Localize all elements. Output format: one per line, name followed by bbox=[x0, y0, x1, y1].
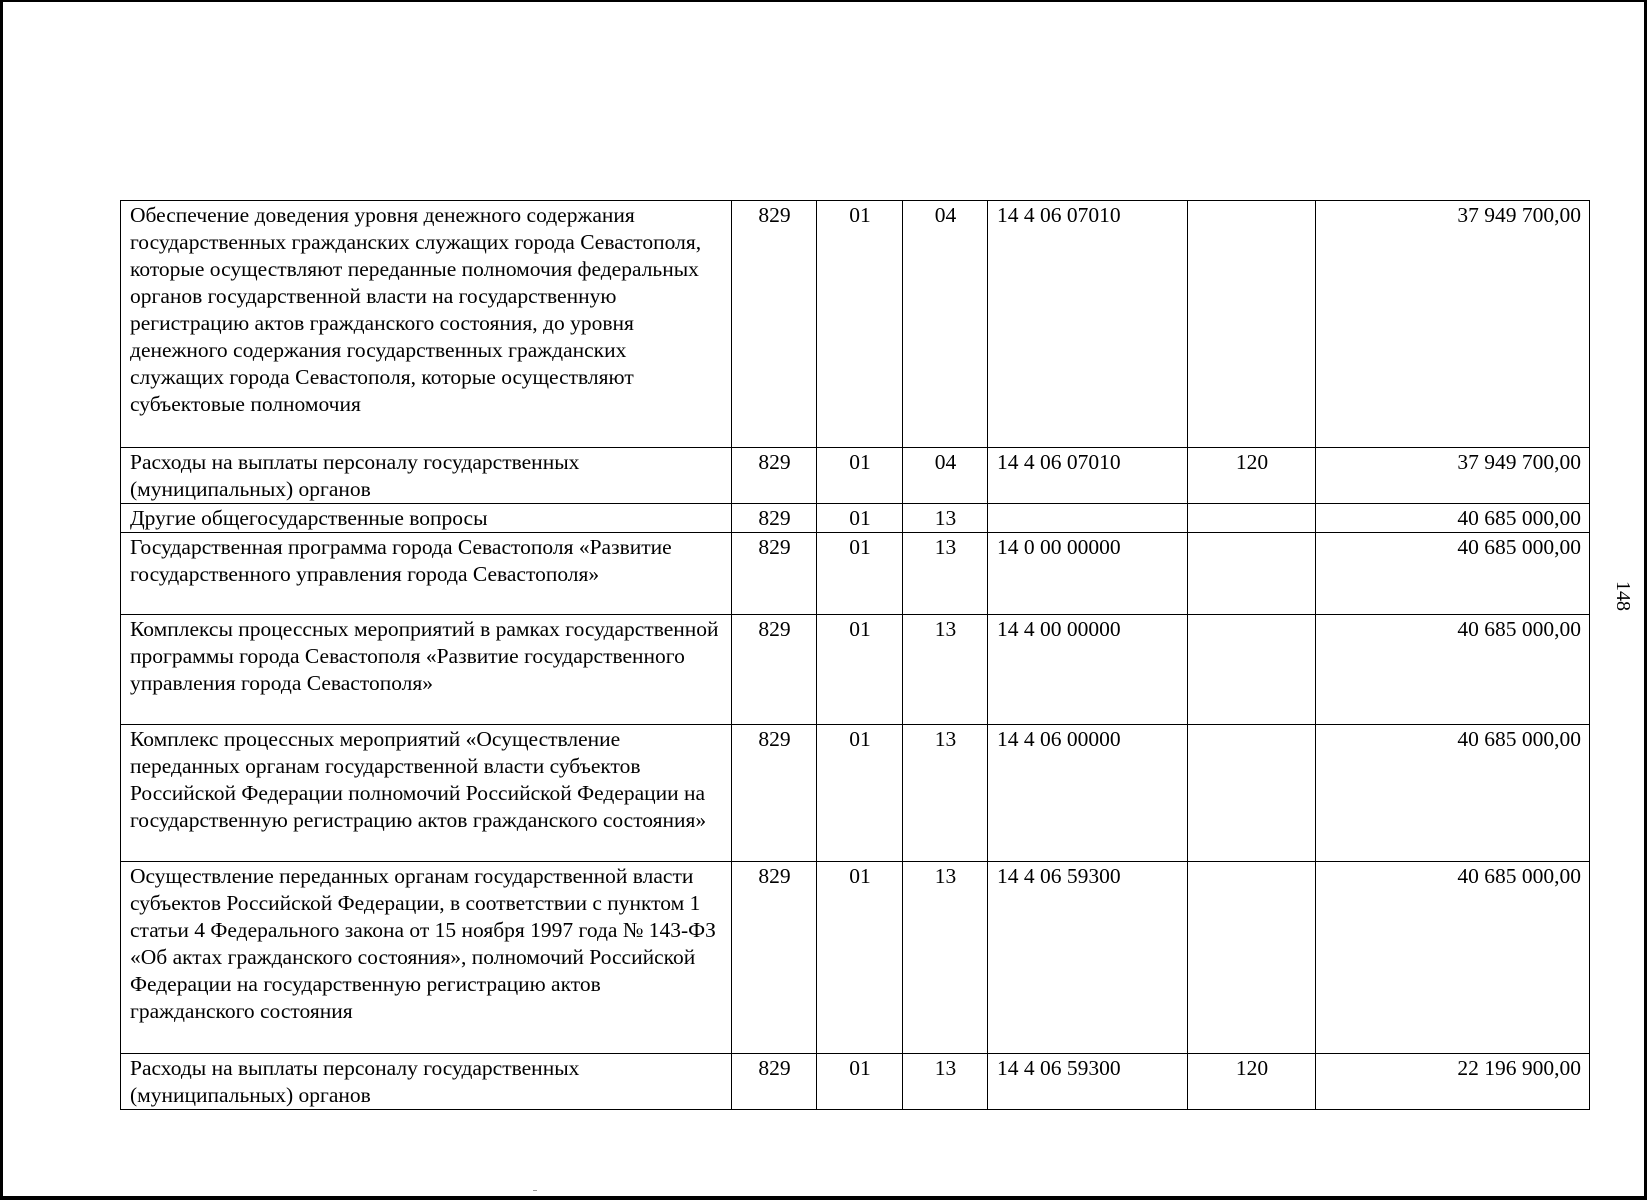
row-gr: 829 bbox=[732, 862, 817, 1054]
page-number: 148 bbox=[1612, 581, 1634, 611]
row-pr: 13 bbox=[903, 615, 988, 725]
row-csr: 14 4 06 07010 bbox=[988, 448, 1188, 504]
row-vr bbox=[1188, 201, 1316, 448]
row-gr: 829 bbox=[732, 1054, 817, 1110]
row-vr bbox=[1188, 504, 1316, 533]
table-row bbox=[121, 862, 1590, 1054]
row-vr bbox=[1188, 533, 1316, 615]
row-gr: 829 bbox=[732, 448, 817, 504]
row-csr: 14 4 06 59300 bbox=[988, 1054, 1188, 1110]
row-sum: 37 949 700,00 bbox=[1316, 201, 1590, 448]
row-rz: 01 bbox=[817, 615, 903, 725]
budget-table bbox=[120, 200, 1590, 1110]
table-row bbox=[121, 201, 1590, 448]
row-gr: 829 bbox=[732, 725, 817, 862]
row-name: Осуществление переданных органам государственной власти субъектов Российской Федерации, в соответствии с пунктом 1 статьи 4 Федерального закона от 15 ноября 1997 года № 143-ФЗ «Об актах гражданского состояния», полномочий Российской Федерации на государственную регистрацию актов гражданского состояния bbox=[121, 862, 732, 1054]
row-rz: 01 bbox=[817, 533, 903, 615]
row-sum: 40 685 000,00 bbox=[1316, 725, 1590, 862]
row-gr: 829 bbox=[732, 504, 817, 533]
row-rz: 01 bbox=[817, 201, 903, 448]
row-gr: 829 bbox=[732, 615, 817, 725]
row-rz: 01 bbox=[817, 725, 903, 862]
row-sum: 37 949 700,00 bbox=[1316, 448, 1590, 504]
row-name: Комплексы процессных мероприятий в рамках государственной программы города Севастополя «Развитие государственного управления города Севастополя» bbox=[121, 615, 732, 725]
row-rz: 01 bbox=[817, 1054, 903, 1110]
row-sum: 40 685 000,00 bbox=[1316, 862, 1590, 1054]
row-pr: 13 bbox=[903, 725, 988, 862]
row-csr: 14 4 00 00000 bbox=[988, 615, 1188, 725]
row-name: Обеспечение доведения уровня денежного содержания государственных гражданских служащих города Севастополя, которые осуществляют переданные полномочия федеральных органов государственной власти на государственную регистрацию актов гражданского состояния, до уровня денежного содержания государственных гражданских служащих города Севастополя, которые осуществляют субъектовые полномочия bbox=[121, 201, 732, 448]
row-sum: 40 685 000,00 bbox=[1316, 504, 1590, 533]
table-row bbox=[121, 448, 1590, 504]
row-vr bbox=[1188, 725, 1316, 862]
table-row bbox=[121, 504, 1590, 533]
row-name: Другие общегосударственные вопросы bbox=[121, 504, 732, 533]
table-row bbox=[121, 725, 1590, 862]
row-csr: 14 4 06 07010 bbox=[988, 201, 1188, 448]
row-vr bbox=[1188, 615, 1316, 725]
row-vr: 120 bbox=[1188, 448, 1316, 504]
row-pr: 13 bbox=[903, 504, 988, 533]
row-vr bbox=[1188, 862, 1316, 1054]
row-csr bbox=[988, 504, 1188, 533]
row-vr: 120 bbox=[1188, 1054, 1316, 1110]
row-pr: 13 bbox=[903, 533, 988, 615]
row-sum: 40 685 000,00 bbox=[1316, 615, 1590, 725]
row-name: Расходы на выплаты персоналу государственных (муниципальных) органов bbox=[121, 448, 732, 504]
row-csr: 14 4 06 00000 bbox=[988, 725, 1188, 862]
row-rz: 01 bbox=[817, 862, 903, 1054]
row-rz: 01 bbox=[817, 448, 903, 504]
row-csr: 14 0 00 00000 bbox=[988, 533, 1188, 615]
row-gr: 829 bbox=[732, 201, 817, 448]
row-pr: 13 bbox=[903, 862, 988, 1054]
row-name: Комплекс процессных мероприятий «Осуществление переданных органам государственной власти субъектов Российской Федерации полномочий Российской Федерации на государственную регистрацию актов гражданского состояния» bbox=[121, 725, 732, 862]
row-pr: 13 bbox=[903, 1054, 988, 1110]
table-row bbox=[121, 1054, 1590, 1110]
scan-border-top bbox=[0, 0, 1647, 2]
scan-border-bottom bbox=[0, 1196, 1647, 1200]
row-sum: 40 685 000,00 bbox=[1316, 533, 1590, 615]
row-pr: 04 bbox=[903, 448, 988, 504]
row-rz: 01 bbox=[817, 504, 903, 533]
row-name: Государственная программа города Севастополя «Развитие государственного управления города Севастополя» bbox=[121, 533, 732, 615]
row-csr: 14 4 06 59300 bbox=[988, 862, 1188, 1054]
table-row bbox=[121, 533, 1590, 615]
scan-border-left bbox=[0, 0, 3, 1200]
row-sum: 22 196 900,00 bbox=[1316, 1054, 1590, 1110]
row-gr: 829 bbox=[732, 533, 817, 615]
table-row bbox=[121, 615, 1590, 725]
scan-speck bbox=[533, 1190, 537, 1191]
row-name: Расходы на выплаты персоналу государственных (муниципальных) органов bbox=[121, 1054, 732, 1110]
row-pr: 04 bbox=[903, 201, 988, 448]
